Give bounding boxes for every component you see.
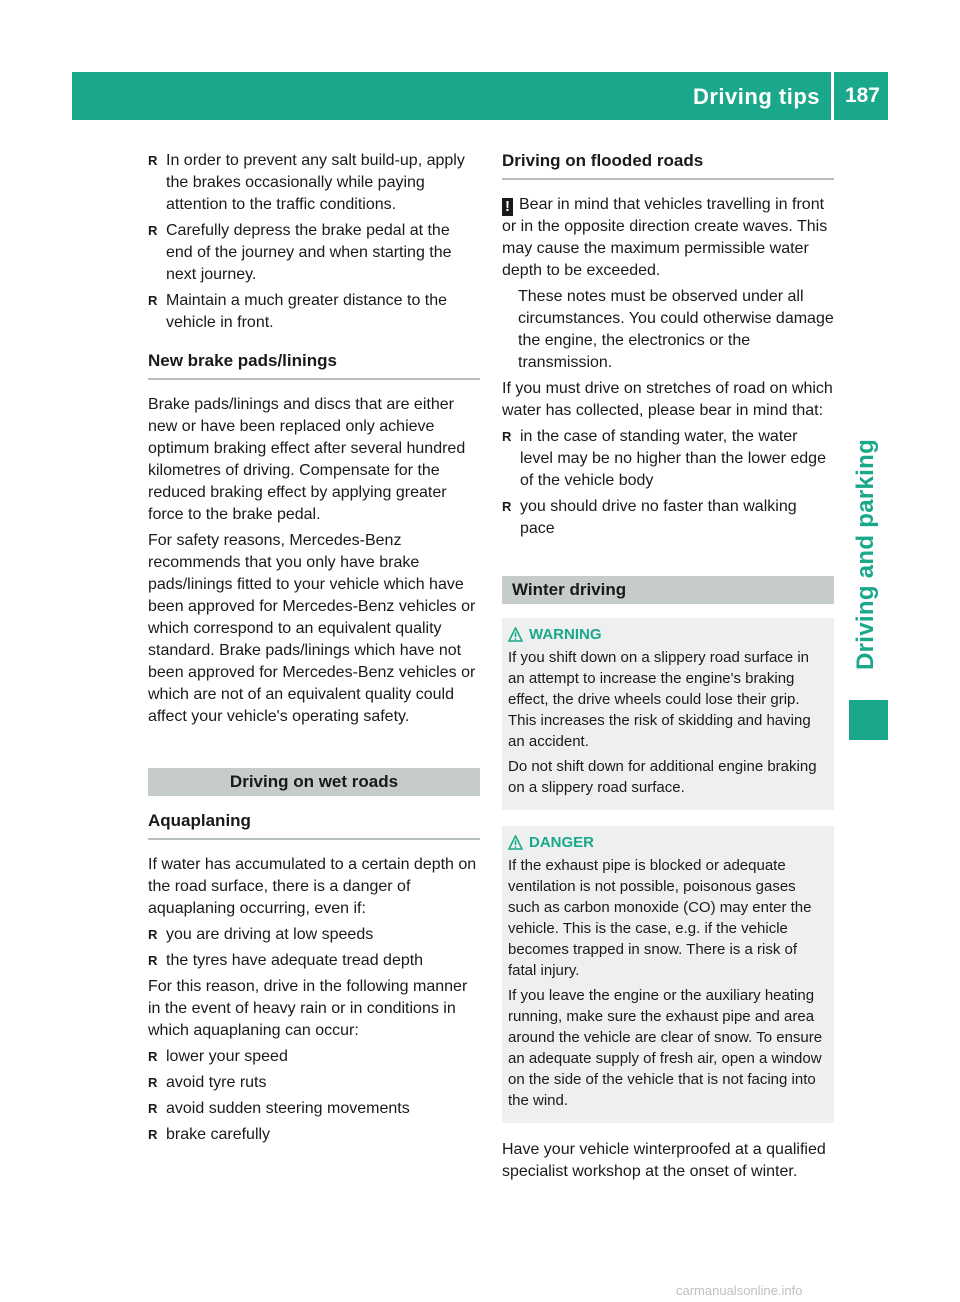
list-item: R In order to prevent any salt build-up, apply the brakes occasionally while paying attention to the traffic conditions. bbox=[148, 152, 465, 213]
list-item: R brake carefully bbox=[148, 1124, 480, 1146]
list-item: R avoid tyre ruts bbox=[148, 1072, 480, 1094]
page-number: 187 bbox=[844, 84, 880, 107]
aquaplaning-paragraph: If water has accumulated to a certain depth on the road surface, there is a danger of aquaplaning occurring, even if: bbox=[148, 856, 477, 917]
flooded-note-2: These notes must be observed under all circumstances. You could otherwise damage the engine, the electronics or the transmission. bbox=[518, 288, 834, 371]
winter-driving-heading: Winter driving bbox=[502, 576, 834, 604]
left-column bbox=[148, 150, 480, 1150]
bullet-icon: R bbox=[148, 223, 158, 238]
bullet-icon: R bbox=[148, 953, 158, 968]
bullet-icon: R bbox=[148, 927, 158, 942]
aquaplaning-paragraph-2: For this reason, drive in the following manner in the event of heavy rain or in conditions in which aquaplaning can occur: bbox=[148, 978, 468, 1039]
warning-title: WARNING bbox=[508, 624, 828, 645]
warning-text: If you shift down on a slippery road surface in an attempt to increase the engine's braking effect, the drive wheels could lose their grip. This increases the risk of skidding and having an accident. bbox=[508, 649, 811, 750]
warning-box bbox=[502, 618, 834, 810]
warning-triangle-icon bbox=[508, 835, 523, 850]
bullet-icon: R bbox=[148, 293, 158, 308]
list-item: R lower your speed bbox=[148, 1046, 480, 1068]
warning-triangle-icon bbox=[508, 627, 523, 642]
list-item: R you should drive no faster than walking pace bbox=[502, 498, 797, 537]
bullet-icon: R bbox=[148, 1101, 158, 1116]
bullet-icon: R bbox=[148, 1075, 158, 1090]
bullet-icon: R bbox=[148, 1049, 158, 1064]
watermark: carmanualsonline.info bbox=[676, 1283, 803, 1298]
winter-paragraph: Have your vehicle winterproofed at a qualified specialist workshop at the onset of winter. bbox=[502, 1141, 826, 1180]
brake-pads-heading: New brake pads/linings bbox=[148, 350, 480, 380]
danger-text-2: If you leave the engine or the auxiliary heating running, make sure the exhaust pipe and area around the vehicle are clear of snow. To ensure an adequate supply of fresh air, open a window on the side of the vehicle that is not facing into the wind. bbox=[508, 987, 823, 1109]
list-item: R Maintain a much greater distance to the vehicle in front. bbox=[148, 292, 448, 331]
header-title: Driving tips bbox=[692, 84, 820, 109]
aquaplaning-heading: Aquaplaning bbox=[148, 810, 480, 840]
flooded-paragraph: If you must drive on stretches of road on which water has collected, please bear in mind that: bbox=[502, 380, 833, 419]
bullet-icon: R bbox=[148, 1127, 158, 1142]
flooded-bullet-list bbox=[502, 426, 834, 540]
list-item: R you are driving at low speeds bbox=[148, 924, 480, 946]
list-item: R the tyres have adequate tread depth bbox=[148, 950, 480, 972]
danger-text: If the exhaust pipe is blocked or adequate ventilation is not possible, poisonous gases such as carbon monoxide (CO) may enter the vehicle. This is the case, e.g. if the vehicle becomes trapped in snow. There is a risk of fatal injury. bbox=[508, 857, 812, 979]
salt-bullet-list bbox=[148, 150, 480, 334]
bullet-icon: R bbox=[502, 499, 512, 514]
flooded-roads-heading: Driving on flooded roads bbox=[502, 150, 834, 180]
right-column bbox=[502, 150, 834, 1187]
side-tab-marker bbox=[849, 700, 888, 740]
bullet-icon: R bbox=[148, 153, 158, 168]
bullet-icon: R bbox=[502, 429, 512, 444]
exclamation-icon: ! bbox=[502, 198, 513, 216]
header-bar bbox=[72, 72, 888, 120]
warning-text-2: Do not shift down for additional engine braking on a slippery road surface. bbox=[508, 758, 817, 796]
wet-roads-heading: Driving on wet roads bbox=[148, 768, 480, 796]
danger-box bbox=[502, 826, 834, 1123]
brake-pads-paragraph-2: For safety reasons, Mercedes-Benz recommends that you only have brake pads/linings fitted to your vehicle which have been approved for Mercedes-Benz vehicles or which correspond to an equivalent quality standard. Brake pads/linings which have not been approved for Mercedes-Benz vehicles or which are not of an equivalent quality could affect your vehicle's operating safety. bbox=[148, 532, 476, 725]
list-item: R in the case of standing water, the water level may be no higher than the lower edge of the vehicle body bbox=[502, 428, 826, 489]
list-item: R Carefully depress the brake pedal at the end of the journey and when starting the next journey. bbox=[148, 222, 452, 283]
flooded-note: ! Bear in mind that vehicles travelling in front or in the opposite direction create waves. This may cause the maximum permissible water depth to be exceeded. bbox=[502, 196, 828, 279]
aquaplaning-bullet-list-2 bbox=[148, 1046, 480, 1146]
danger-title: DANGER bbox=[508, 832, 828, 853]
list-item: R avoid sudden steering movements bbox=[148, 1098, 480, 1120]
side-tab-label: Driving and parking bbox=[852, 438, 879, 670]
brake-pads-paragraph: Brake pads/linings and discs that are either new or have been replaced only achieve optimum braking effect after several hundred kilometres of driving. Compensate for the reduced braking effect by applying greater force to the brake pedal. bbox=[148, 396, 466, 523]
aquaplaning-bullet-list bbox=[148, 924, 480, 972]
header-separator bbox=[831, 72, 834, 120]
